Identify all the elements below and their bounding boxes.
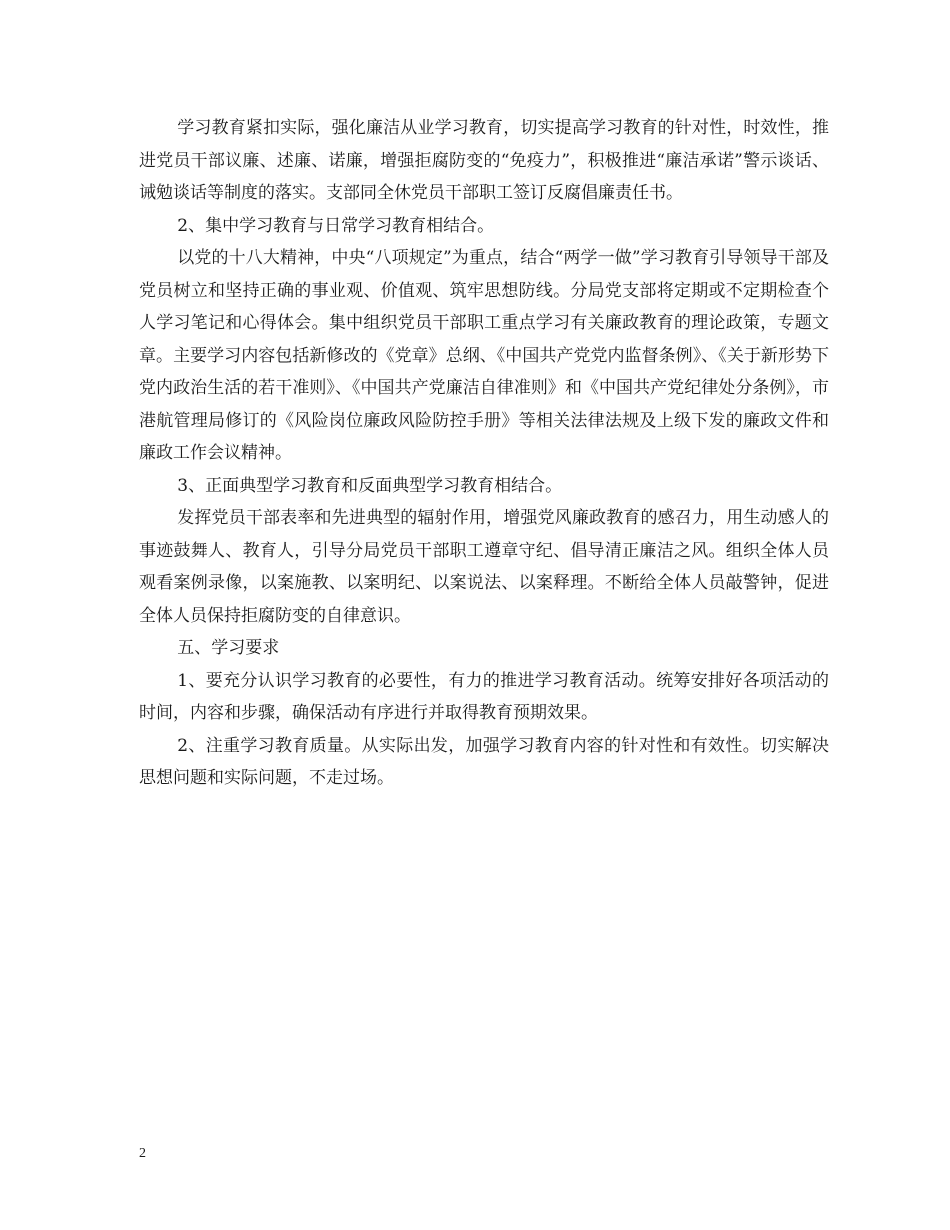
paragraph-centralized-study: 以党的十八大精神，中央“八项规定”为重点，结合“两学一做”学习教育引导领导干部及党员树立和坚持正确的事业观、价值观、筑牢思想防线。分局党支部将定期或不定期检查个人学习笔记和心得体会。集中组织党员干部职工重点学习有关廉政教育的理论政策，专题文章。主要学习内容包括新修改的《党章》总纲、《中国共产党党内监督条例》、《关于新形势下党内政治生活的若干准则》、《中国共产党廉洁自律准则》和《中国共产党纪律处分条例》，市港航管理局修订的《风险岗位廉政风险防控手册》等相关法律法规及上级下发的廉政文件和廉政工作会议精神。 [139, 248, 829, 463]
heading-item-2: 2、集中学习教育与日常学习教育相结合。 [177, 215, 495, 236]
paragraph-requirement-2: 2、注重学习教育质量。从实际出发，加强学习教育内容的针对性和有效性。切实解决思想问题和实际问题，不走过场。 [139, 735, 829, 788]
paragraph-integrity-education: 学习教育紧扣实际，强化廉洁从业学习教育，切实提高学习教育的针对性，时效性，推进党员干部议廉、述廉、诺廉，增强拒腐防变的“免疫力”，积极推进“廉洁承诺”警示谈话、诫勉谈话等制度的落实。支部同全休党员干部职工签订反腐倡廉责任书。 [139, 118, 829, 203]
section-heading-requirements: 五、学习要求 [177, 638, 280, 658]
paragraph-requirement-1: 1、要充分认识学习教育的必要性，有力的推进学习教育活动。统筹安排好各项活动的时间，内容和步骤，确保活动有序进行并取得教育预期效果。 [139, 670, 829, 723]
page-number: 2 [139, 1146, 146, 1161]
paragraph-typical-examples: 发挥党员干部表率和先进典型的辐射作用，增强党风廉政教育的感召力，用生动感人的事迹鼓舞人、教育人，引导分局党员干部职工遵章守纪、倡导清正廉洁之风。组织全体人员观看案例录像，以案施教、以案明纪、以案说法、以案释理。不断给全体人员敲警钟，促进全体人员保持拒腐防变的自律意识。 [139, 508, 829, 626]
heading-item-3: 3、正面典型学习教育和反面典型学习教育相结合。 [177, 475, 563, 496]
document-body [139, 112, 829, 795]
